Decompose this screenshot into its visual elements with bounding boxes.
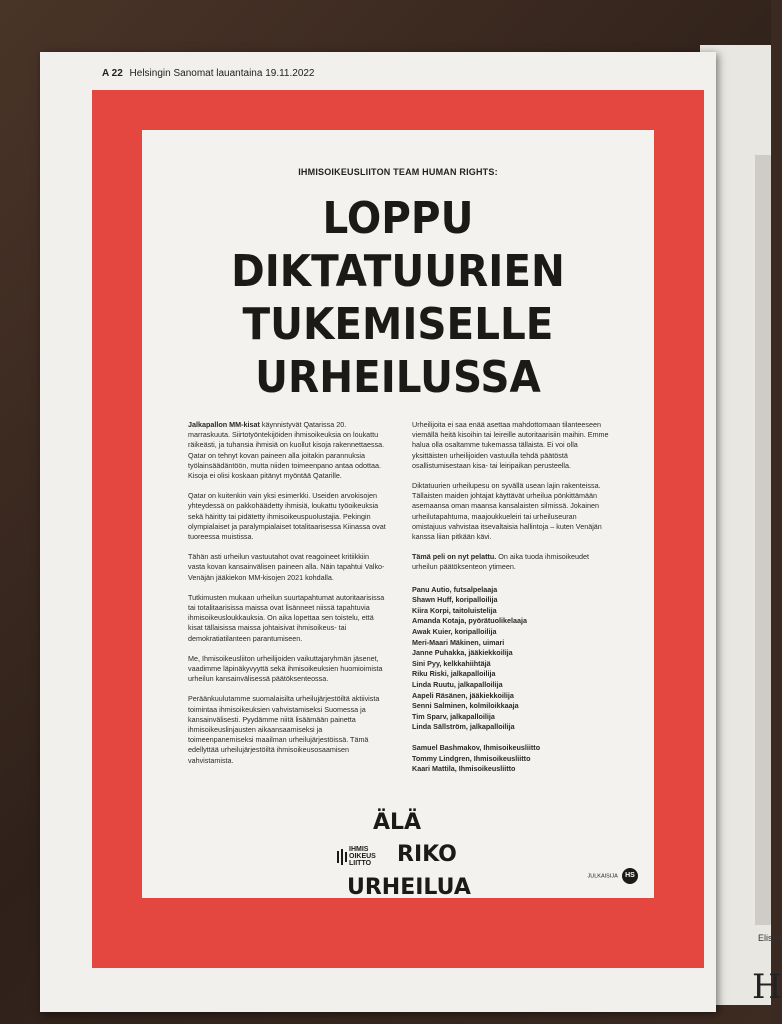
- paragraph-text: Diktatuurien urheilupesu on syvällä usean lajin rakenteissa. Tällaisten maiden johtajat käyttävät urheilua pönkittämään asemaansa oman maansa kansalaisten silmissä. Jokainen urheilutapahtuma, maajoukkueleiri tai urheiluseuran omistajuus vahvistaa itsevaltaisia hallintoja – kuten Venäjän kanssa liian pitkään kävi.: [412, 481, 602, 542]
- org-signers: [412, 743, 612, 775]
- signer: Linda Ruutu, jalkapalloilija: [412, 679, 503, 689]
- paragraph-text: käynnistyvät Qatarissa 20. marraskuuta. Siirtotyöntekijöiden ihmisoikeuksia on loukattu räikeästi, ja tuhansia ihmisiä on kuollut kisoja rakennettaessa. Qatar on tehnyt kovan paineen alla joitakin parannuksia työlainsäädäntöön, mutta niiden toimeenpano antaa odottaa. Kisoja ei olisi koskaan pitänyt myöntää Qatarille.: [188, 420, 385, 481]
- signer: Riku Riski, jalkapalloilija: [412, 669, 496, 679]
- signer: Janne Puhakka, jääkiekkoilija: [412, 648, 513, 658]
- signer: Kiira Korpi, taitoluistelija: [412, 605, 497, 615]
- signer: Tommy Lindgren, Ihmisoikeusliitto: [412, 753, 531, 763]
- paragraph: [188, 654, 388, 685]
- page-header: [102, 68, 315, 79]
- paragraph: [188, 593, 388, 644]
- body-right-column: [412, 420, 612, 775]
- org-logo: [337, 846, 376, 867]
- signer: Sini Pyy, kelkkahiihtäjä: [412, 658, 491, 668]
- publisher-label: JULKAISIJA: [587, 873, 618, 880]
- org-logo-line: LIITTO: [349, 860, 372, 867]
- paragraph-lead: Jalkapallon MM-kisat: [188, 420, 260, 429]
- org-logo-line: IHMIS: [349, 846, 369, 853]
- signer: Amanda Kotaja, pyörätuolikelaaja: [412, 616, 528, 626]
- publication-line: Helsingin Sanomat lauantaina 19.11.2022: [129, 68, 315, 79]
- paragraph: [412, 552, 612, 572]
- paragraph: [188, 420, 388, 481]
- paragraph-text: Tähän asti urheilun vastuutahot ovat reagoineet kritiikkiin vasta kovan kansainvälisen paineen alla. Näin tapahtui Valko-Venäjän jääkiekon MM-kisojen 2021 kohdalla.: [188, 552, 385, 582]
- paragraph-text: On aika tuoda ihmisoikeudet urheilun päätöksenteon ytimeen.: [412, 552, 589, 572]
- adjacent-caption: Elissa: [758, 933, 782, 943]
- paragraph: [188, 491, 388, 542]
- signer: Panu Autio, futsalpelaaja: [412, 584, 498, 594]
- signer: Senni Salminen, kolmiloikkaaja: [412, 701, 519, 711]
- newspaper-page: [40, 52, 716, 1012]
- paragraph: [412, 481, 612, 542]
- headline-line: LOPPU: [322, 193, 474, 244]
- paragraph-lead: Tämä peli on nyt pelattu.: [412, 552, 497, 562]
- org-logo-line: OIKEUS: [349, 853, 376, 860]
- slogan-logo: [337, 810, 477, 900]
- page-number: A 22: [102, 68, 123, 79]
- ad-inner: [142, 130, 654, 898]
- paragraph: [188, 694, 388, 765]
- paragraph-text: Qatar on kuitenkin vain yksi esimerkki. Useiden arvokisojen yhteydessä on pakkohäädetty ihmisiä, loukattu työoikeuksia sekä häiritty tai pidätetty ihmisoikeuspuolustajia. Pekingin olympialaiset ja paralympialaiset totalitaarisessa Kiinassa ovat tuoreessa muistissa.: [188, 491, 386, 542]
- paragraph-text: Peräänkuulutamme suomalaisilta urheilujärjestöiltä aktiivista toimintaa ihmisoikeuksien vahvistamiseksi Suomessa ja kansainvälisesti. Pyydämme niitä lisäämään painetta ihmisoikeuslinjausten aikaansaamiseksi ja toimeenpanemiseksi maailman urheilujärjestöissä. Tämä edellyttää urheilujärjestöiltä ihmisoikeusosaamisen vahvistamista.: [188, 694, 380, 765]
- ad-red-frame: [92, 90, 704, 968]
- signer: Kaari Mattila, Ihmisoikeusliitto: [412, 764, 516, 774]
- signer: Samuel Bashmakov, Ihmisoikeusliitto: [412, 742, 541, 752]
- headline-line: URHEILUSSA: [255, 352, 541, 403]
- paragraph: [412, 420, 612, 471]
- slogan-line: RIKO: [397, 842, 457, 867]
- org-logo-icon: [337, 848, 347, 866]
- paragraph-text: Urheilijoita ei saa enää asettaa mahdottomaan tilanteeseen viemällä heitä kisoihin tai leireille autoritaarisiin maihin. Emme halua olla osaltamme tukemassa tällaista. Ei voi olla yksittäisten urheilijoiden vastuulla tehdä päätöstä osallistumisestaan kisa- tai leiripaikan perusteella.: [412, 420, 609, 470]
- paragraph-text: Me, Ihmisoikeusliiton urheilijoiden vaikuttajaryhmän jäsenet, vaadimme läpinäkyvyyttä sekä ihmisoikeuksien huomioimista urheilun kansainvälisessä päätöksenteossa.: [188, 653, 383, 684]
- headline: [162, 192, 633, 404]
- slogan-line: URHEILUA: [347, 875, 471, 900]
- publisher-mark: [588, 868, 639, 884]
- signer: Linda Sällström, jalkapalloilija: [412, 722, 515, 732]
- paragraph-text: Tutkimusten mukaan urheilun suurtapahtumat autoritaarisissa tai totalitaarisissa maissa ovat lisänneet niissä tapahtuvia ihmisoikeusloukkauksia. On aika lopettaa sen toistelu, että kisat tällaisissa maissa johtaisivat ihmisoikeus- tai demokratiatilanteen parantumiseen.: [188, 592, 385, 643]
- body-left-column: [188, 420, 388, 776]
- team-label: IHMISOIKEUSLIITON TEAM HUMAN RIGHTS:: [298, 167, 498, 177]
- headline-line: TUKEMISELLE: [242, 299, 554, 350]
- signer: Shawn Huff, koripalloilija: [412, 595, 498, 605]
- athlete-signers: [412, 585, 612, 733]
- signer: Aapeli Räsänen, jääkiekkoilija: [412, 690, 514, 700]
- headline-line: DIKTATUURIEN: [231, 246, 565, 297]
- slogan-line: ÄLÄ: [373, 810, 422, 835]
- signer: Awak Kuier, koripalloilija: [412, 627, 497, 637]
- signer: Meri-Maari Mäkinen, uimari: [412, 637, 505, 647]
- adjacent-headline: H: [752, 967, 782, 1007]
- hs-logo-icon: HS: [622, 868, 638, 884]
- signer: Tim Sparv, jalkapalloilija: [412, 711, 495, 721]
- paragraph: [188, 552, 388, 583]
- adjacent-photo: [755, 155, 771, 925]
